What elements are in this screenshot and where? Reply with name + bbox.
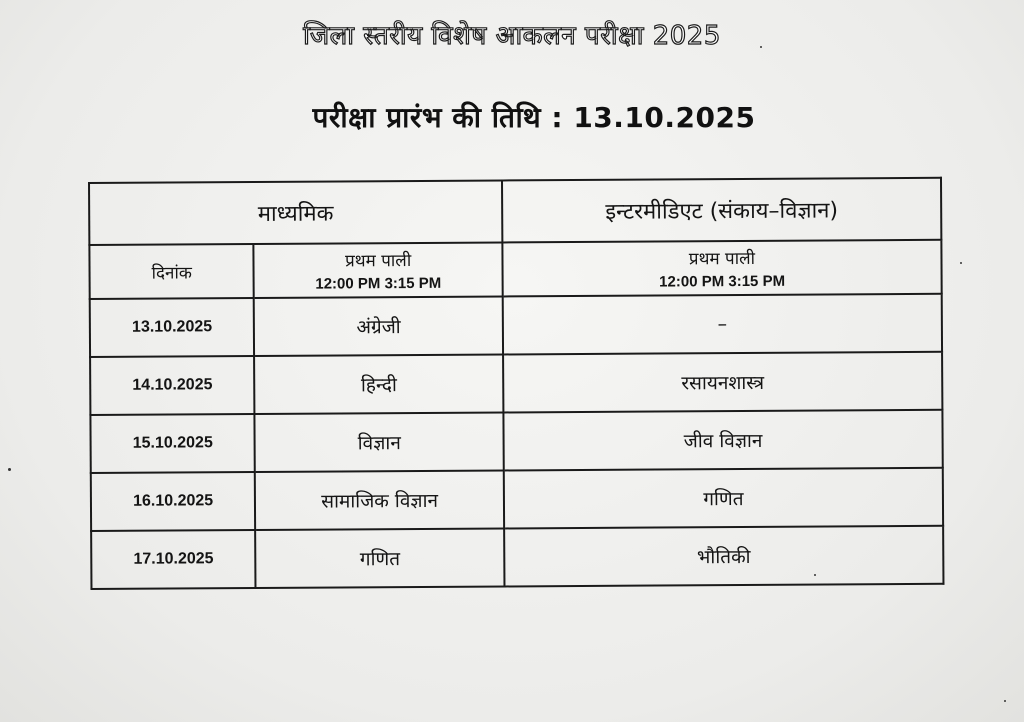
row-secondary-subject: गणित	[256, 528, 505, 588]
secondary-shift-label: प्रथम पाली	[345, 251, 412, 272]
paper-speck	[760, 46, 762, 48]
intermediate-shift-header	[502, 240, 941, 297]
row-date: 16.10.2025	[91, 472, 256, 531]
paper-speck	[960, 262, 962, 264]
table-row	[90, 294, 942, 357]
row-secondary-subject: हिन्दी	[254, 354, 503, 414]
paper-speck	[8, 468, 11, 471]
row-intermediate-subject: रसायनशास्त्र	[503, 352, 942, 413]
row-date: 17.10.2025	[91, 530, 256, 589]
row-intermediate-subject: जीव विज्ञान	[503, 410, 942, 471]
paper-speck	[1004, 700, 1006, 702]
secondary-shift-header	[254, 242, 503, 298]
row-date: 15.10.2025	[90, 414, 255, 473]
exam-start-date: परीक्षा प्रारंभ की तिथि : 13.10.2025	[312, 101, 756, 134]
intermediate-header: इन्टरमीडिएट (संकाय–विज्ञान)	[502, 178, 941, 243]
secondary-shift-time: 12:00 PM 3:15 PM	[315, 274, 442, 293]
table-group-header-row	[89, 178, 941, 245]
date-column-header: दिनांक	[89, 244, 254, 299]
table-row	[91, 468, 943, 531]
row-intermediate-subject: भौतिकी	[504, 526, 943, 587]
secondary-header: माध्यमिक	[89, 180, 502, 245]
row-intermediate-subject: गणित	[504, 468, 943, 529]
row-secondary-subject: अंग्रेजी	[254, 296, 503, 356]
table-row	[91, 526, 943, 589]
exam-schedule-table	[88, 177, 944, 590]
row-secondary-subject: विज्ञान	[255, 412, 504, 472]
row-secondary-subject: सामाजिक विज्ञान	[255, 470, 504, 530]
row-date: 13.10.2025	[90, 298, 255, 357]
intermediate-shift-label: प्रथम पाली	[688, 248, 756, 270]
table-row	[90, 352, 942, 415]
row-intermediate-subject: –	[503, 294, 942, 355]
paper-speck	[814, 574, 816, 576]
table-sub-header-row	[89, 240, 941, 299]
intermediate-shift-time: 12:00 PM 3:15 PM	[659, 272, 786, 291]
table-row	[90, 410, 942, 473]
exam-title: जिला स्तरीय विशेष आकलन परीक्षा 2025	[303, 21, 721, 51]
row-date: 14.10.2025	[90, 356, 255, 415]
